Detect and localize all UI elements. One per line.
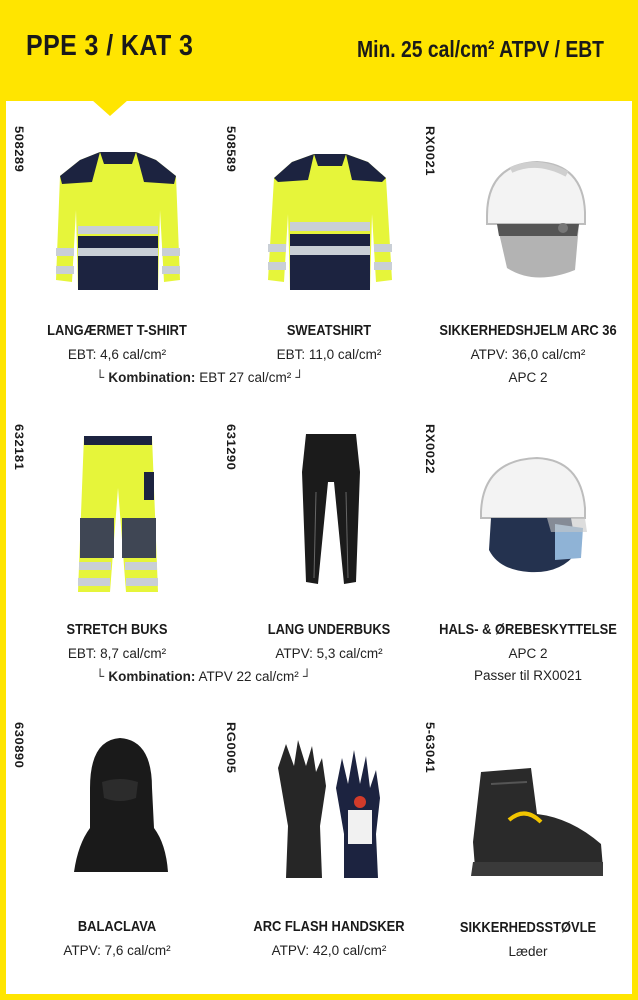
combination-note: └ Kombination: EBT 27 cal/cm² ┘ (96, 370, 304, 386)
product-card[interactable] (224, 722, 434, 962)
product-spec: ATPV: 5,3 cal/cm² (275, 646, 383, 661)
product-spec: Læder (508, 944, 548, 959)
neck-protector-icon (451, 436, 607, 596)
product-spec: Passer til RX0021 (473, 668, 583, 683)
product-name: SIKKERHEDSSTØVLE (459, 919, 597, 936)
product-card[interactable] (12, 424, 222, 664)
page-subtitle: Min. 25 cal/cm² ATPV / EBT (357, 36, 604, 62)
product-name: ARC FLASH HANDSKER (253, 918, 405, 935)
combination-label: Kombination: (108, 669, 196, 684)
product-card[interactable] (423, 424, 633, 686)
product-spec: EBT: 11,0 cal/cm² (276, 347, 382, 362)
product-name: STRETCH BUKS (66, 621, 168, 638)
long-sleeve-tshirt-icon (40, 140, 196, 300)
product-spec: ATPV: 7,6 cal/cm² (63, 943, 171, 958)
product-code: RX0022 (423, 424, 438, 474)
product-card[interactable] (423, 722, 633, 962)
header-banner (0, 0, 638, 101)
product-code: 630890 (12, 722, 27, 769)
combination-value: ATPV 22 cal/cm² (198, 669, 299, 684)
gloves-icon (252, 728, 408, 888)
sweatshirt-icon (252, 140, 408, 300)
product-spec: ATPV: 36,0 cal/cm² (470, 347, 586, 362)
product-name: SIKKERHEDSHJELM ARC 36 (439, 322, 617, 339)
product-code: RX0021 (423, 126, 438, 176)
product-spec: EBT: 4,6 cal/cm² (67, 347, 167, 362)
product-card[interactable] (12, 722, 222, 962)
product-name: SWEATSHIRT (286, 322, 372, 339)
product-code: 632181 (12, 424, 27, 471)
product-card[interactable] (423, 126, 633, 388)
combination-note: └ Kombination: ATPV 22 cal/cm² ┘ (96, 669, 312, 685)
balaclava-icon (40, 732, 196, 892)
product-code: 5-63041 (423, 722, 438, 774)
product-spec: EBT: 8,7 cal/cm² (67, 646, 167, 661)
product-name: BALACLAVA (77, 918, 157, 935)
product-spec: APC 2 (508, 646, 548, 661)
product-code: 508289 (12, 126, 27, 173)
product-code: 508589 (224, 126, 239, 173)
product-spec: ATPV: 42,0 cal/cm² (271, 943, 387, 958)
product-card[interactable] (12, 126, 222, 366)
page-title: PPE 3 / KAT 3 (26, 30, 194, 62)
product-card[interactable] (224, 126, 434, 366)
product-code: RG0005 (224, 722, 239, 774)
combination-value: EBT 27 cal/cm² (199, 370, 292, 385)
product-spec: APC 2 (508, 370, 548, 385)
helmet-visor-icon (451, 140, 607, 300)
product-code: 631290 (224, 424, 239, 471)
product-name: LANG UNDERBUKS (267, 621, 391, 638)
long-underpants-icon (252, 432, 408, 592)
product-name: HALS- & ØREBESKYTTELSE (439, 621, 617, 638)
trousers-icon (40, 432, 196, 592)
pointer-notch (92, 100, 128, 116)
safety-boot-icon (451, 744, 607, 904)
product-card[interactable] (224, 424, 434, 664)
product-name: LANGÆRMET T-SHIRT (47, 322, 187, 339)
combination-label: Kombination: (108, 370, 196, 385)
